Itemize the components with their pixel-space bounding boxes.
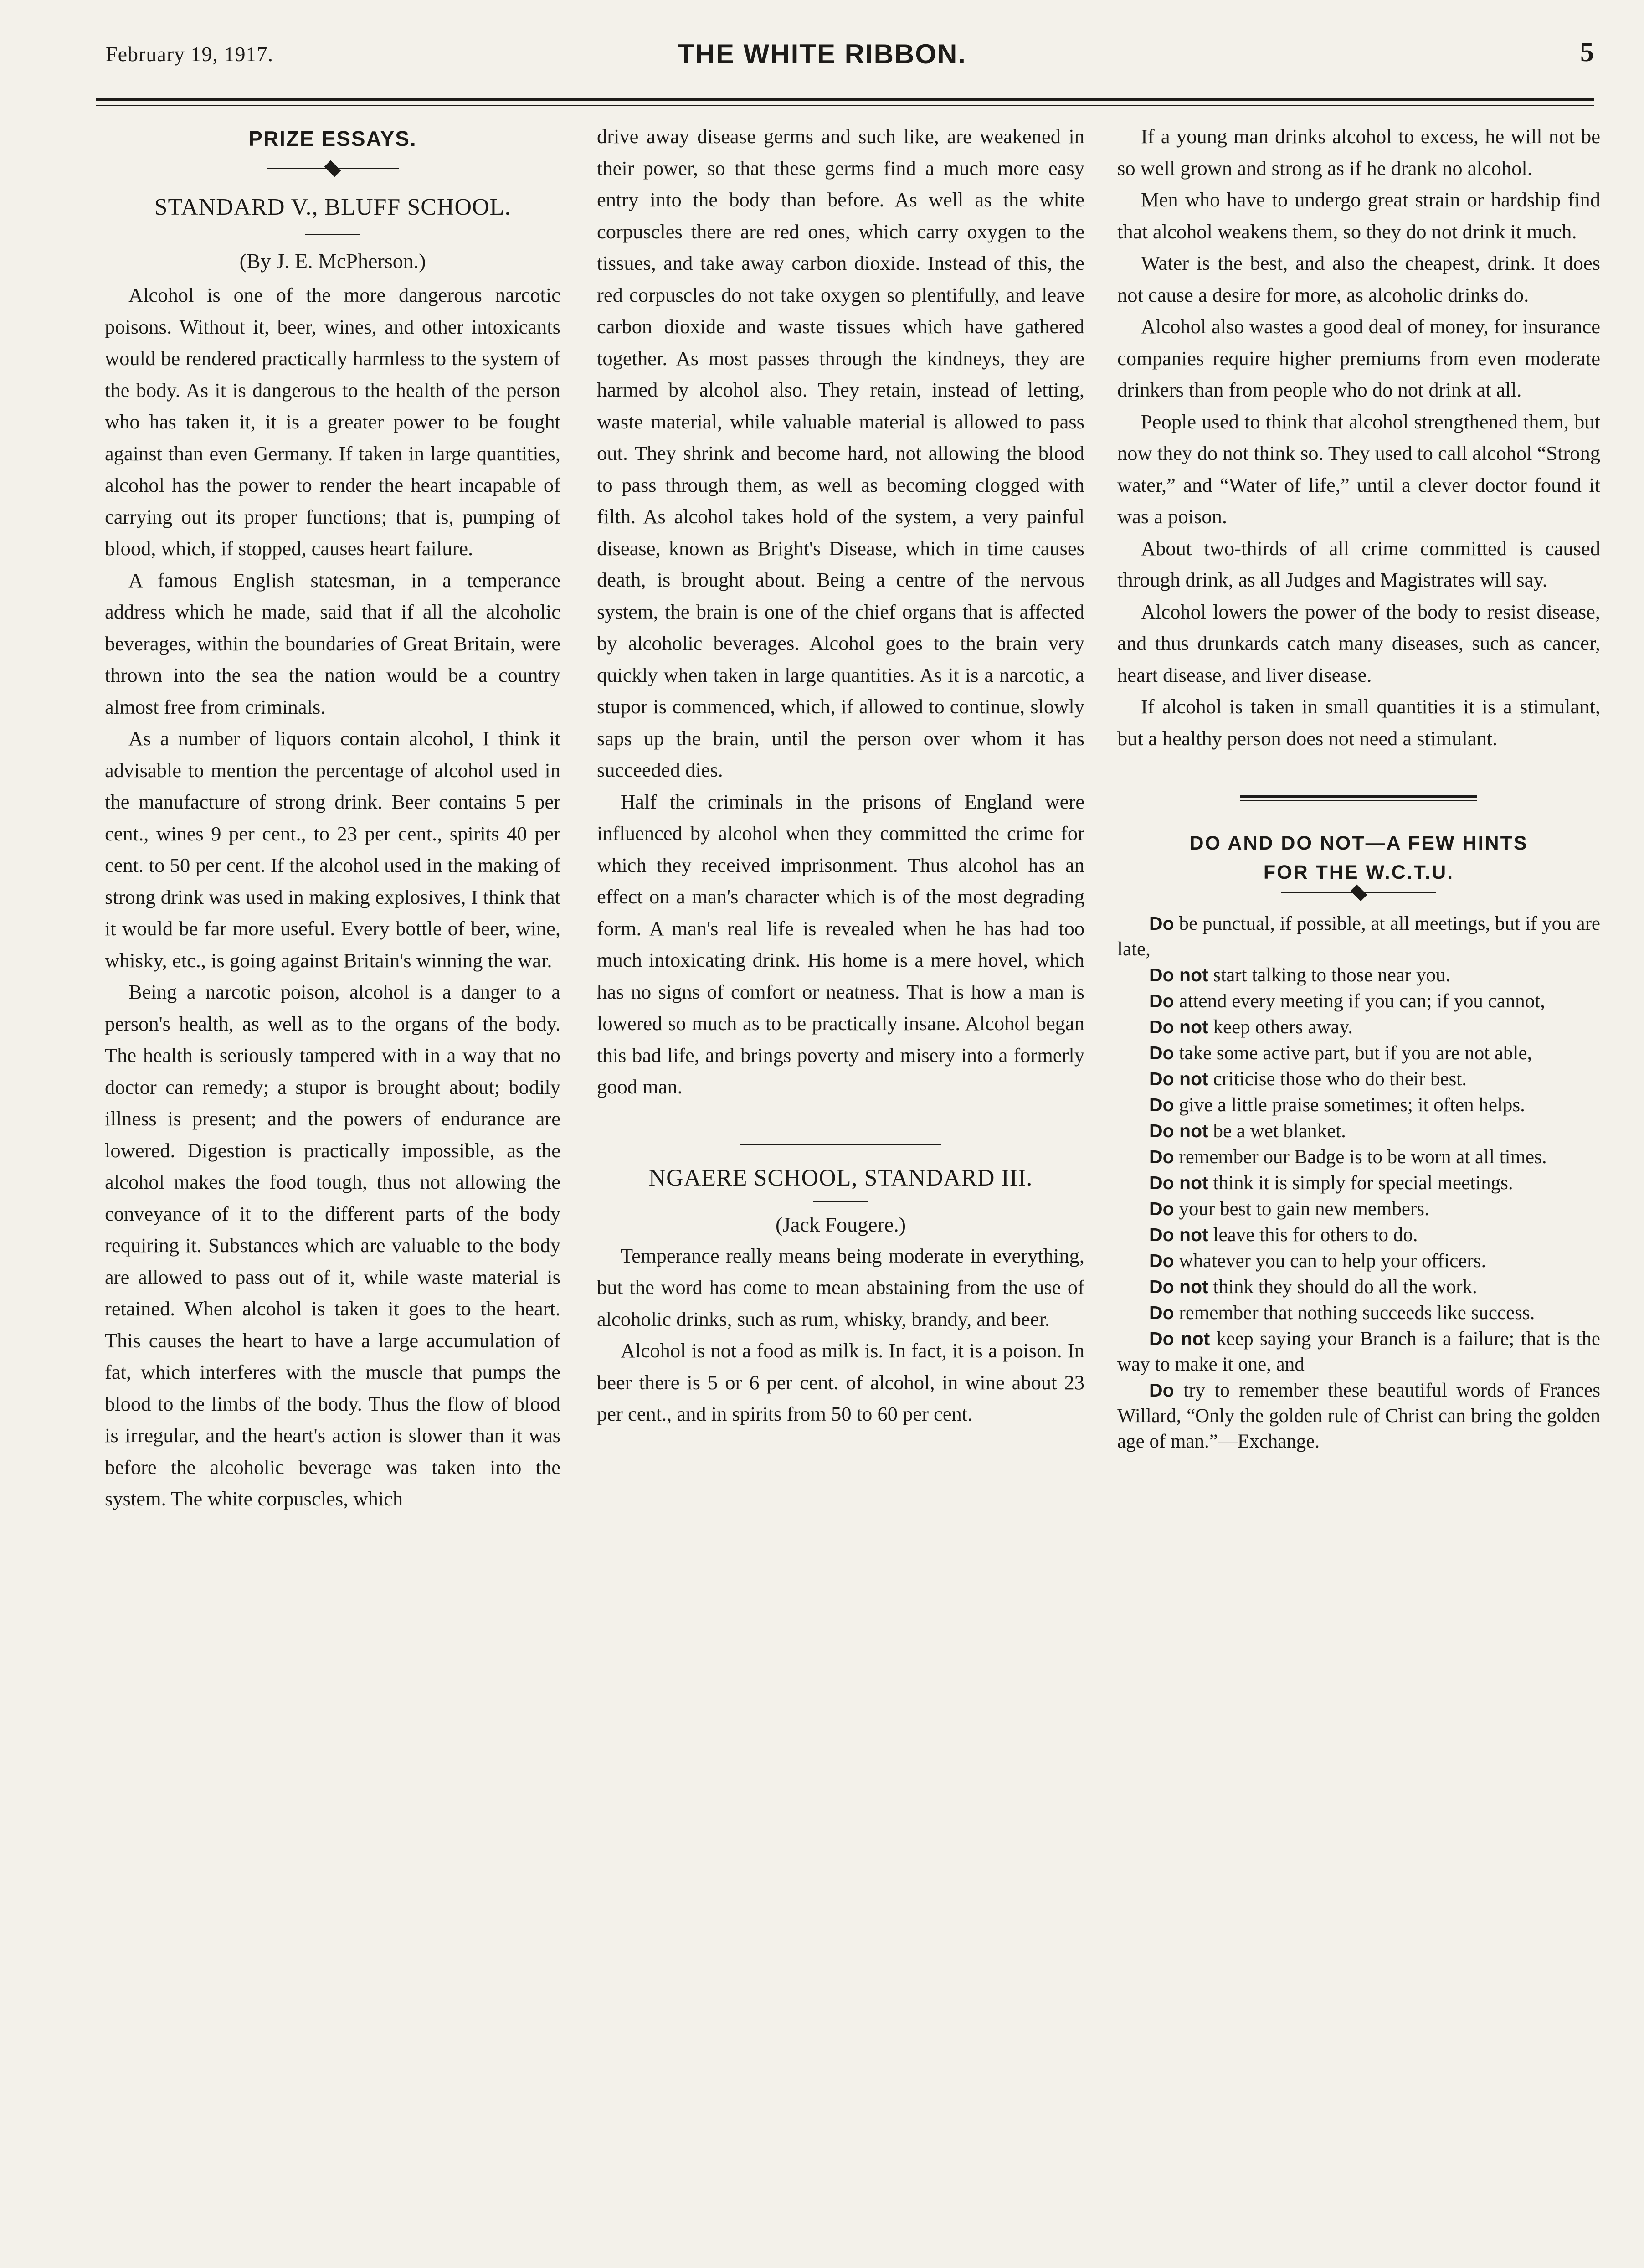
hint-lead: Do — [1149, 1250, 1174, 1271]
hint-text: keep others away. — [1208, 1016, 1353, 1038]
essay2-paragraph: Water is the best, and also the cheapest, drink. It does not cause a desire for more, as alcoholic drinks do. — [1117, 252, 1600, 306]
hint-item — [1117, 1092, 1600, 1118]
short-rule — [305, 234, 360, 235]
hints-top-rule-thin — [1240, 800, 1477, 801]
hint-lead: Do not — [1149, 1068, 1208, 1089]
hint-lead: Do — [1149, 1094, 1174, 1115]
hint-lead: Do not — [1149, 1276, 1208, 1297]
masthead-title: THE WHITE RIBBON. — [678, 39, 966, 69]
hint-text: give a little praise sometimes; it often helps. — [1174, 1094, 1525, 1116]
hint-lead: Do not — [1149, 1016, 1208, 1037]
hint-text: leave this for others to do. — [1208, 1224, 1418, 1246]
hint-lead: Do not — [1149, 964, 1208, 985]
hint-text: think they should do all the work. — [1208, 1276, 1477, 1298]
hint-lead: Do not — [1149, 1224, 1208, 1245]
hint-item — [1117, 1040, 1600, 1066]
hint-item — [1117, 1014, 1600, 1040]
essay1-paragraph: A famous English statesman, in a temperance address which he made, said that if all the alcoholic beverages, within the boundaries of Great Britain, were thrown into the sea the nation would be a country almost free from criminals. — [105, 568, 560, 718]
hints-top-rule-thick — [1240, 795, 1477, 798]
hint-item — [1117, 1248, 1600, 1274]
page-number: 5 — [1580, 37, 1594, 67]
hint-text: attend every meeting if you can; if you cannot, — [1174, 990, 1545, 1012]
hint-item — [1117, 988, 1600, 1014]
hint-text: think it is simply for special meetings. — [1208, 1172, 1513, 1194]
hints-heading-line1: DO AND DO NOT—A FEW HINTS — [1189, 832, 1528, 854]
essay2-byline: (Jack Fougere.) — [775, 1212, 906, 1236]
diamond-icon — [1351, 885, 1367, 902]
hint-text: remember our Badge is to be worn at all times. — [1174, 1146, 1547, 1168]
hint-lead: Do — [1149, 913, 1174, 934]
hint-text: be punctual, if possible, at all meetings, but if you are late, — [1117, 913, 1600, 960]
hint-item — [1117, 1196, 1600, 1222]
ornament-divider — [1281, 887, 1436, 899]
hint-item — [1117, 1170, 1600, 1196]
essay2-paragraph: Men who have to undergo great strain or hardship find that alcohol weakens them, so they do not drink it much. — [1117, 188, 1600, 243]
hint-text: your best to gain new members. — [1174, 1198, 1429, 1220]
hint-lead: Do not — [1149, 1120, 1208, 1141]
essay1-paragraph: Being a narcotic poison, alcohol is a danger to a person's health, as well as to the organs of the body. The health is seriously tampered with in a way that no doctor can remedy; a stupor is brought about; bodily illness is present; and the powers of endurance are lowered. Digestion is practically impossible, as the alcohol makes the food tough, thus not allowing the conveyance of it to the different parts of the body requiring it. Substances which are valuable to the body are allowed to pass out of it, while waste material is retained. When alcohol is taken it goes to the heart. This causes the heart to have a large accumulation of fat, which interferes with the muscle that pumps the blood to the limbs of the body. Thus the flow of blood is irregular, and the heart's action is slower than it was before the alcoholic beverage was taken into the system. The white corpuscles, which — [105, 980, 560, 1510]
hint-lead: Do — [1149, 1198, 1174, 1219]
hint-item — [1117, 911, 1600, 962]
essay1-continued-paragraph: drive away disease germs and such like, are weakened in their power, so that these germs find a much more easy entry into the body than before. As well as the white corpuscles there are red ones, which carry oxygen to the tissues, and take away carbon dioxide. Instead of this, the red corpuscles do not take oxygen so plentifully, and leave carbon dioxide and waste tissues which have gathered together. As most passes through the kindneys, they are harmed by alcohol also. They retain, instead of letting, waste material, while valuable material is allowed to pass out. They shrink and become hard, not allowing the blood to pass through them, as well as becoming clogged with filth. As alcohol takes hold of the system, a very painful disease, known as Bright's Disease, which in time causes death, is brought about. Being a centre of the nervous system, the brain is one of the chief organs that is affected by alcoholic beverages. Alcohol goes to the brain very quickly when taken in large quantities. As it is a narcotic, a stupor is commenced, which, if allowed to continue, slowly saps up the brain, until the person over whom it has succeeded dies. — [597, 125, 1084, 781]
header-rule-thin — [96, 105, 1594, 106]
essay2-paragraph: About two-thirds of all crime committed is caused through drink, as all Judges and Magistrates will say. — [1117, 536, 1600, 591]
hint-text: be a wet blanket. — [1208, 1120, 1346, 1142]
short-rule — [813, 1201, 868, 1202]
hint-text: criticise those who do their best. — [1208, 1068, 1467, 1090]
hint-lead: Do not — [1149, 1172, 1208, 1193]
hint-text: remember that nothing succeeds like success. — [1174, 1302, 1535, 1324]
essay2-school-heading: NGAERE SCHOOL, STANDARD III. — [648, 1165, 1033, 1191]
hint-lead: Do — [1149, 1042, 1174, 1063]
hint-lead: Do not — [1149, 1328, 1210, 1349]
essay1-continued — [597, 121, 1084, 1103]
hint-text: keep saying your Branch is a failure; that is the way to make it one, and — [1117, 1328, 1600, 1375]
hint-item — [1117, 1066, 1600, 1092]
essay2-paragraph: Alcohol lowers the power of the body to resist disease, and thus drunkards catch many diseases, such as cancer, heart disease, and liver disease. — [1117, 600, 1600, 686]
hints-heading — [1117, 829, 1600, 887]
hint-item — [1117, 1326, 1600, 1377]
essay2-paragraph: Alcohol also wastes a good deal of money, for insurance companies require higher premiums from even moderate drinkers than from people who do not drink at all. — [1117, 315, 1600, 401]
essay2-paragraph: People used to think that alcohol strengthened them, but now they do not think so. They used to call alcohol “Strong water,” and “Water of life,” until a clever doctor found it was a poison. — [1117, 410, 1600, 528]
hint-lead: Do — [1149, 1302, 1174, 1323]
issue-date: February 19, 1917. — [106, 42, 274, 66]
essay1-body — [105, 279, 560, 1515]
hint-text: try to remember these beautiful words of Frances Willard, “Only the golden rule of Christ can bring the golden age of man.”—Exchange. — [1117, 1380, 1600, 1452]
prize-essays-heading: PRIZE ESSAYS. — [248, 127, 417, 150]
hint-lead: Do — [1149, 1146, 1174, 1167]
ornament-divider — [267, 163, 399, 175]
essay2-paragraph: If a young man drinks alcohol to excess, he will not be so well grown and strong as if he drank no alcohol. — [1117, 125, 1600, 180]
essay2-paragraph: Alcohol is not a food as milk is. In fact, it is a poison. In beer there is 5 or 6 per cent. of alcohol, in wine about 23 per cent., and in spirits from 50 to 60 per cent. — [597, 1339, 1084, 1425]
hint-item — [1117, 1274, 1600, 1300]
hint-item — [1117, 1377, 1600, 1454]
diamond-icon — [324, 160, 341, 177]
essay1-paragraph: Alcohol is one of the more dangerous narcotic poisons. Without it, beer, wines, and other intoxicants would be rendered practically harmless to the system of the body. As it is dangerous to the health of the person who has taken it, it is a greater power to be fought against than even Germany. If taken in large quantities, alcohol has the power to render the heart incapable of carrying out its proper functions; that is, pumping of blood, which, if stopped, causes heart failure. — [105, 284, 560, 560]
header-rule-thick — [96, 98, 1594, 101]
hint-lead: Do — [1149, 990, 1174, 1011]
essay2-paragraph: Temperance really means being moderate in everything, but the word has come to mean abstaining from the use of alcoholic drinks, such as rum, whisky, brandy, and beer. — [597, 1244, 1084, 1330]
essay1-byline: (By J. E. McPherson.) — [239, 249, 426, 273]
column-1 — [105, 121, 560, 1515]
hint-lead: Do — [1149, 1380, 1174, 1401]
hint-item — [1117, 962, 1600, 988]
essay1-paragraph: As a number of liquors contain alcohol, I think it advisable to mention the percentage of alcohol used in the manufacture of strong drink. Beer contains 5 per cent., wines 9 per cent., to 23 per cent., spirits 40 per cent. to 50 per cent. If the alcohol used in the making of strong drink was used in making explosives, I think that it would be far more useful. Every bottle of beer, wine, whisky, etc., is going against Britain's winning the war. — [105, 727, 560, 972]
hints-list — [1117, 911, 1600, 1454]
hint-item — [1117, 1118, 1600, 1144]
hint-item — [1117, 1144, 1600, 1170]
hint-item — [1117, 1222, 1600, 1248]
column-3 — [1117, 121, 1600, 1454]
essay1-continued-paragraph: Half the criminals in the prisons of England were influenced by alcohol when they committed the crime for which they received imprisonment. Thus alcohol has an effect on a man's character which is of the most degrading form. A man's real life is revealed when he has had too much intoxicating drink. His home is a mere hovel, which has no signs of comfort or neatness. That is how a man is lowered so much as to be practically insane. Alcohol began this bad life, and brings poverty and misery into a formerly good man. — [597, 790, 1084, 1098]
hint-text: start talking to those near you. — [1208, 964, 1451, 986]
hints-heading-line2: FOR THE W.C.T.U. — [1263, 861, 1454, 883]
section-divider-rule — [740, 1144, 941, 1145]
essay2-paragraph: If alcohol is taken in small quantities it is a stimulant, but a healthy person does not need a stimulant. — [1117, 695, 1600, 750]
essay2-continued — [1117, 121, 1600, 754]
column-2 — [597, 121, 1084, 1430]
hint-text: take some active part, but if you are not able, — [1174, 1042, 1532, 1064]
essay2-body — [597, 1240, 1084, 1430]
essay1-school-heading: STANDARD V., BLUFF SCHOOL. — [154, 194, 511, 220]
hint-item — [1117, 1300, 1600, 1326]
hint-text: whatever you can to help your officers. — [1174, 1250, 1486, 1272]
